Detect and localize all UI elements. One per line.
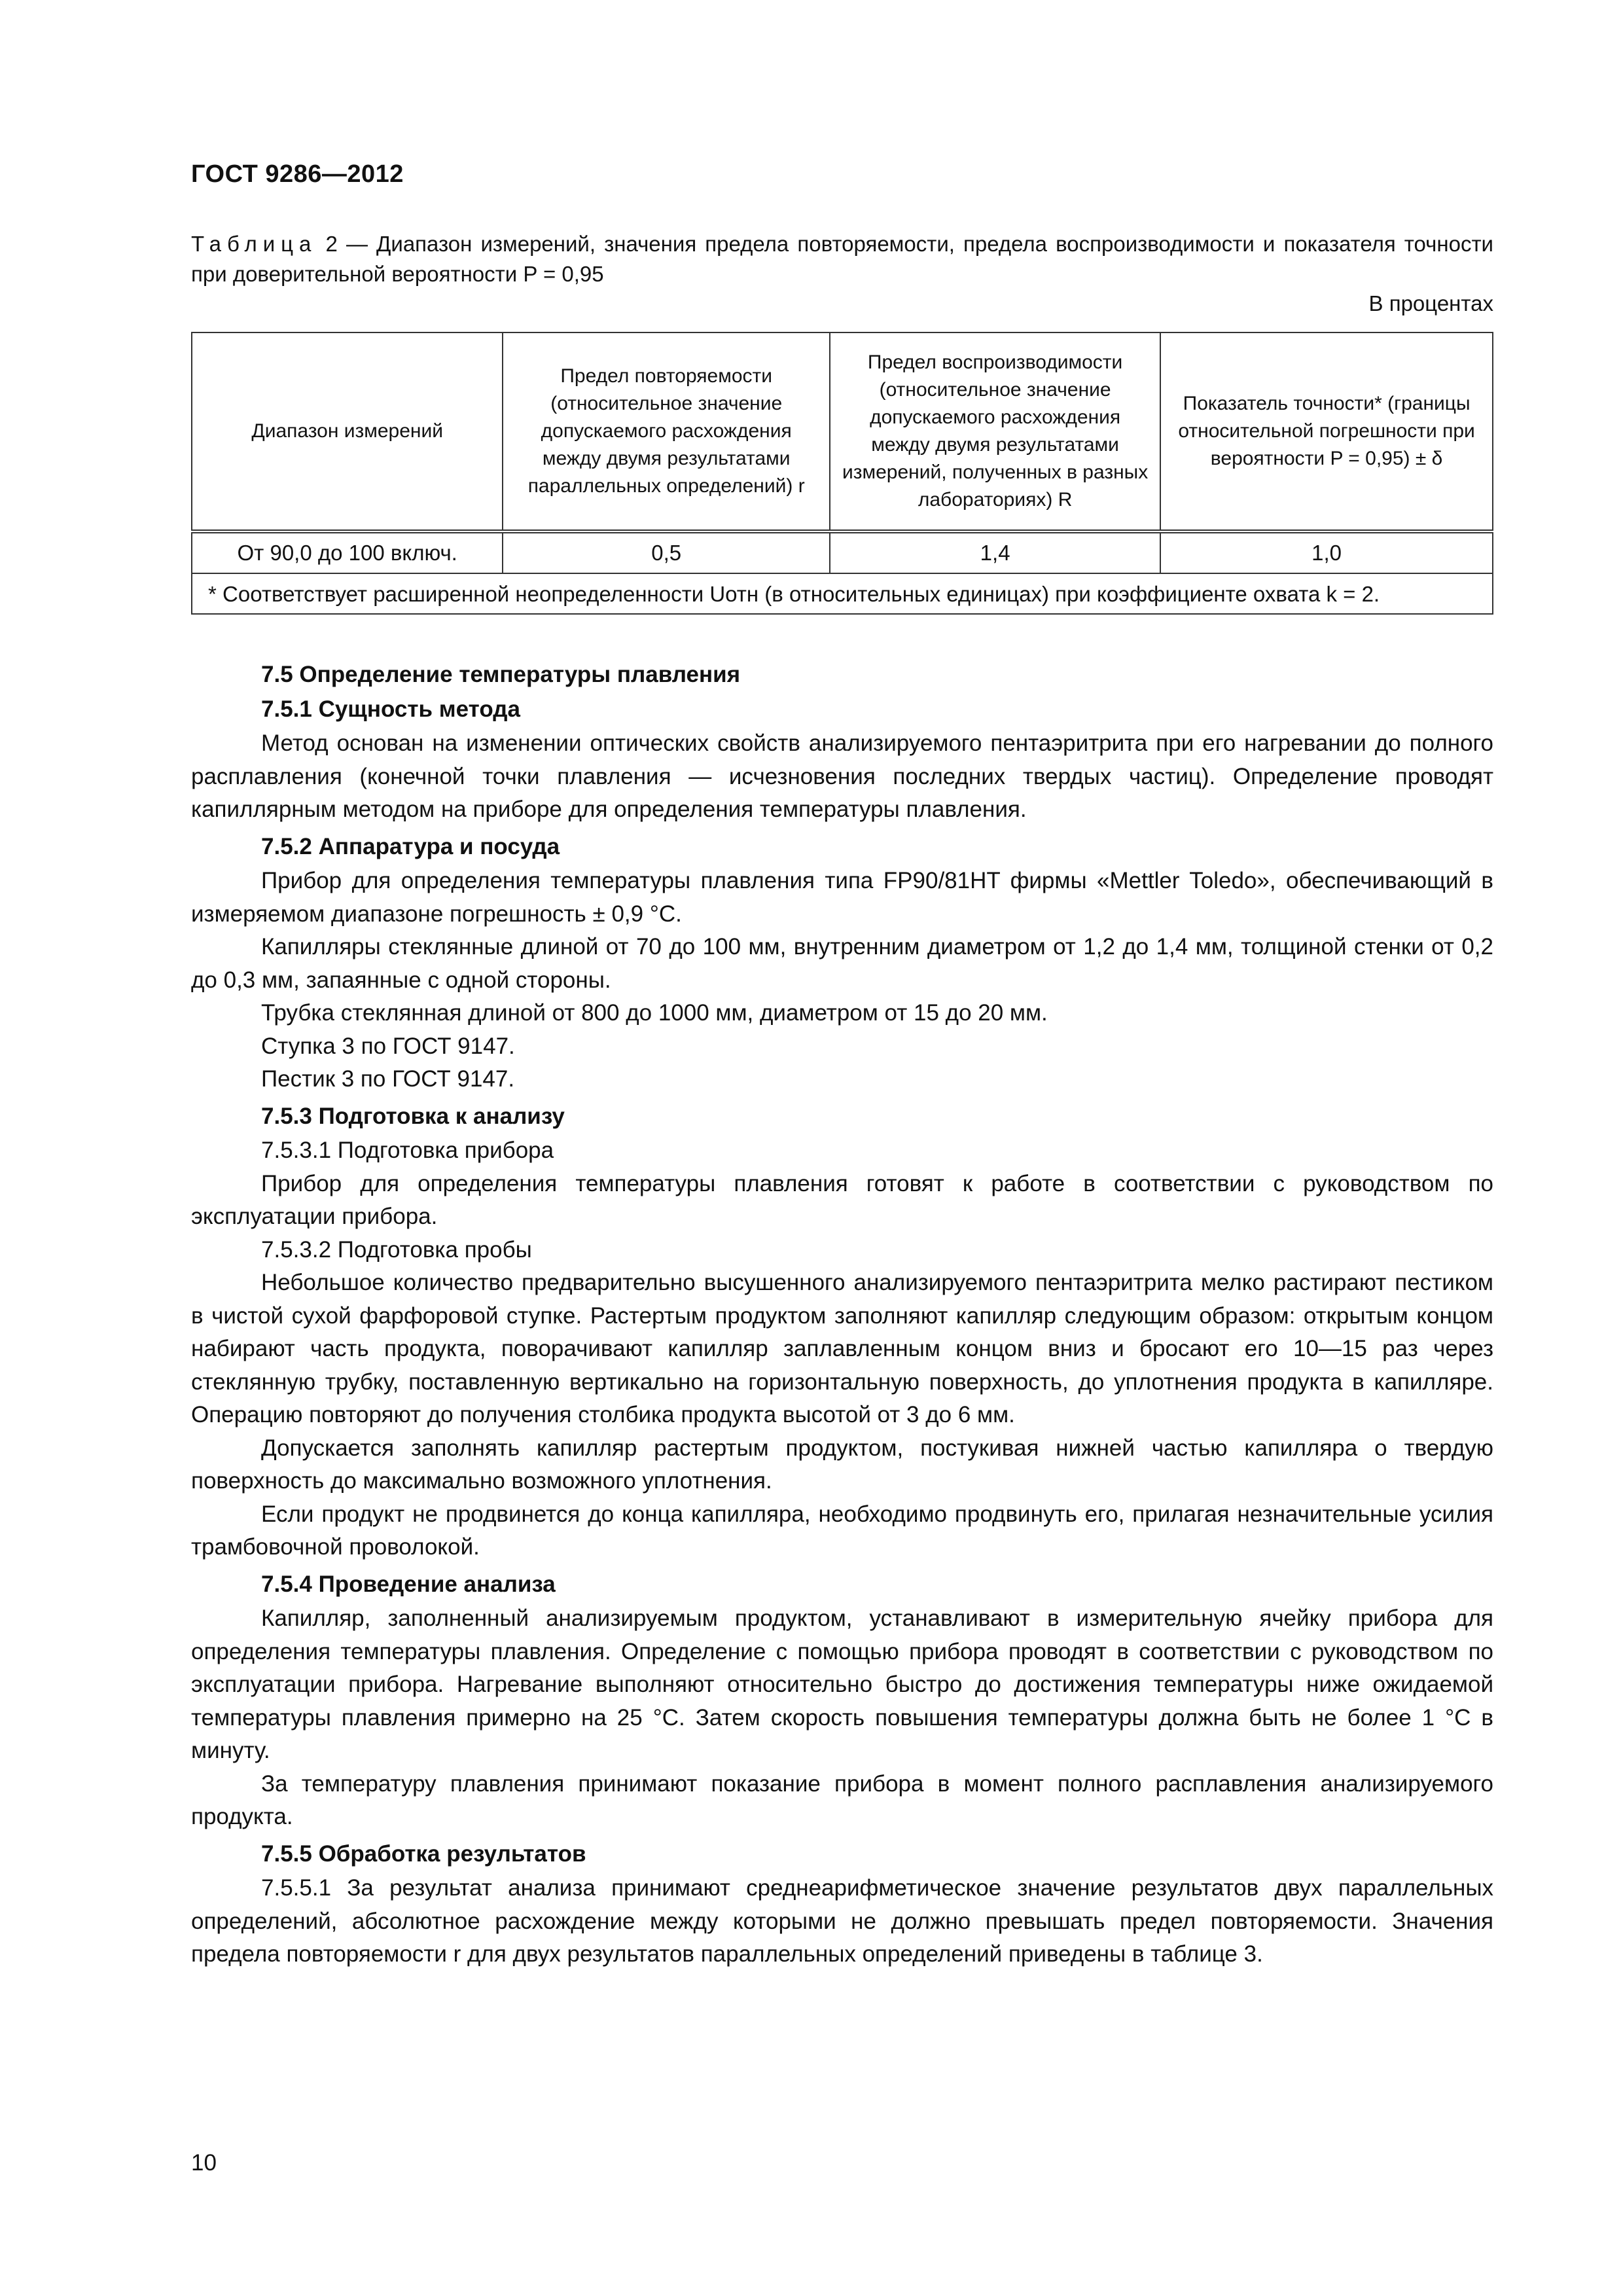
body-text: [191, 655, 1493, 1971]
table-cell-repeatability: 0,5: [503, 531, 830, 573]
paragraph: Ступка 3 по ГОСТ 9147.: [261, 1033, 515, 1059]
paragraph: За температуру плавления принимают показание прибора в момент полного расплавления анализируемого продукта.: [191, 1770, 1493, 1829]
table-row: [192, 531, 1493, 573]
table-header-range: Диапазон измерений: [192, 332, 503, 531]
section-7-5-3-title: 7.5.3 Подготовка к анализу: [261, 1103, 565, 1129]
document-code: ГОСТ 9286—2012: [191, 160, 404, 188]
table-caption-text: 2 — Диапазон измерений, значения предела повторяемости, предела воспроизводимости и показателя точности при доверительной вероятности P = 0,95: [191, 232, 1493, 286]
paragraph: Метод основан на изменении оптических свойств анализируемого пентаэритрита при его нагревании до полного расплавления (конечной точки плавления — исчезновения последних твердых частиц). Определение проводят капиллярным методом на приборе для определения температуры плавления.: [191, 730, 1493, 822]
table-cell-reproducibility: 1,4: [830, 531, 1160, 573]
paragraph: Прибор для определения температуры плавления типа FP90/81HT фирмы «Mettler Toledo», обеспечивающий в измеряемом диапазоне погрешность ± 0,9 °С.: [191, 868, 1493, 927]
table-cell-accuracy: 1,0: [1160, 531, 1493, 573]
paragraph: Если продукт не продвинется до конца капилляра, необходимо продвинуть его, прилагая незначительные усилия трамбовочной проволокой.: [191, 1501, 1493, 1560]
paragraph: 7.5.5.1 За результат анализа принимают среднеарифметическое значение результатов двух параллельных определений, абсолютное расхождение между которыми не должно превышать предел повторяемости. Значения предела повторяемости r для двух результатов параллельных определений приведены в таблице 3.: [191, 1875, 1493, 1967]
section-7-5-5-title: 7.5.5 Обработка результатов: [261, 1840, 586, 1867]
table-header-repeatability: Предел повторяемости (относительное значение допускаемого расхождения между двумя результатами параллельных определений) r: [503, 332, 830, 531]
section-7-5-2-title: 7.5.2 Аппаратура и посуда: [261, 833, 560, 859]
table-caption: [191, 229, 1493, 289]
table-cell-range: От 90,0 до 100 включ.: [192, 531, 503, 573]
paragraph: Трубка стеклянная длиной от 800 до 1000 мм, диаметром от 15 до 20 мм.: [261, 1000, 1048, 1026]
table-header-accuracy: Показатель точности* (границы относительной погрешности при вероятности P = 0,95) ± δ: [1160, 332, 1493, 531]
page-number: 10: [191, 2150, 217, 2176]
paragraph: Пестик 3 по ГОСТ 9147.: [261, 1066, 515, 1092]
table-caption-label: Таблица: [191, 232, 317, 256]
table-header-reproducibility: Предел воспроизводимости (относительное значение допускаемого расхождения между двумя результатами измерений, полученных в разных лабораториях) R: [830, 332, 1160, 531]
section-7-5-4-title: 7.5.4 Проведение анализа: [261, 1571, 556, 1597]
paragraph: Капилляр, заполненный анализируемым продуктом, устанавливают в измерительную ячейку прибора для определения температуры плавления. Определение с помощью прибора проводят в соответствии с руководством по эксплуатации прибора. Нагревание выполняют относительно быстро до достижения температуры ниже ожидаемой температуры плавления примерно на 25 °С. Затем скорость повышения температуры должна быть не более 1 °С в минуту.: [191, 1605, 1493, 1763]
paragraph: Допускается заполнять капилляр растертым продуктом, постукивая нижней частью капилляра о твердую поверхность до максимально возможного уплотнения.: [191, 1435, 1493, 1494]
paragraph: Прибор для определения температуры плавления готовят к работе в соответствии с руководством по эксплуатации прибора.: [191, 1170, 1493, 1229]
paragraph: Небольшое количество предварительно высушенного анализируемого пентаэритрита мелко растирают пестиком в чистой сухой фарфоровой ступке. Растертым продуктом заполняют капилляр следующим образом: открытым концом набирают часть продукта, поворачивают капилляр заплавленным концом вниз и бросают его 10—15 раз через стеклянную трубку, поставленную вертикально на горизонтальную поверхность, до уплотнения продукта в капилляре. Операцию повторяют до получения столбика продукта высотой от 3 до 6 мм.: [191, 1270, 1493, 1427]
section-7-5-1-title: 7.5.1 Сущность метода: [261, 696, 520, 722]
subsection-7-5-3-2-title: 7.5.3.2 Подготовка пробы: [261, 1236, 532, 1263]
table-2: [191, 332, 1493, 615]
subsection-7-5-3-1-title: 7.5.3.1 Подготовка прибора: [261, 1138, 554, 1163]
table-units: В процентах: [1368, 291, 1493, 315]
table-footnote: * Соответствует расширенной неопределенности Uотн (в относительных единицах) при коэффициенте охвата k = 2.: [192, 573, 1493, 614]
section-7-5-title: 7.5 Определение температуры плавления: [261, 662, 741, 687]
paragraph: Капилляры стеклянные длиной от 70 до 100 мм, внутренним диаметром от 1,2 до 1,4 мм, толщиной стенки от 0,2 до 0,3 мм, запаянные с одной стороны.: [191, 934, 1493, 993]
